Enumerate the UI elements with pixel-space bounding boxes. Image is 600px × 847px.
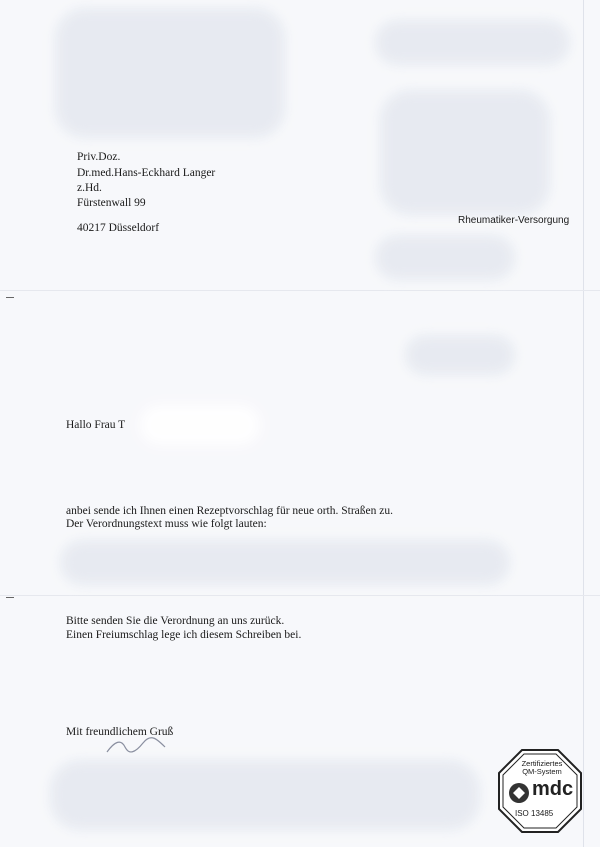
body-line-3: Bitte senden Sie die Verordnung an uns zurück. [66, 615, 285, 627]
seal-top-text: Zertifiziertes QM-System [521, 759, 563, 776]
redacted-footer [50, 760, 480, 830]
page-edge-line [583, 0, 584, 847]
signature [105, 737, 175, 755]
recipient-line-1: Priv.Doz. [77, 151, 121, 163]
seal-logo-text: mdc [532, 778, 574, 800]
body-line-4: Einen Freiumschlag lege ich diesem Schreiben bei. [66, 629, 302, 641]
body-line-2: Der Verordnungstext muss wie folgt lauten: [66, 518, 267, 530]
recipient-line-2: Dr.med.Hans-Eckhard Langer [77, 167, 216, 179]
recipient-line-4: Fürstenwall 99 [77, 197, 146, 209]
redacted-contact [375, 235, 515, 280]
fold-line-bottom [0, 595, 600, 596]
recipient-line-3: z.Hd. [77, 182, 102, 194]
service-label: Rheumatiker-Versorgung [458, 215, 570, 226]
fold-mark-bottom [6, 597, 14, 598]
redacted-letterhead [55, 8, 285, 138]
seal-standard: ISO 13485 [515, 809, 554, 818]
body-line-1: anbei sende ich Ihnen einen Rezeptvorschlag für neue orth. Straßen zu. [66, 505, 393, 517]
fold-line-top [0, 290, 600, 291]
redacted-sender-block [380, 90, 550, 215]
recipient-city: 40217 Düsseldorf [77, 222, 160, 234]
redacted-prescription-text [60, 540, 510, 585]
redacted-name [140, 405, 260, 445]
redacted-header-right [375, 20, 570, 65]
redacted-date [405, 335, 515, 375]
closing: Mit freundlichem Gruß [66, 726, 174, 738]
salutation: Hallo Frau T [66, 419, 126, 431]
fold-mark-top [6, 297, 14, 298]
